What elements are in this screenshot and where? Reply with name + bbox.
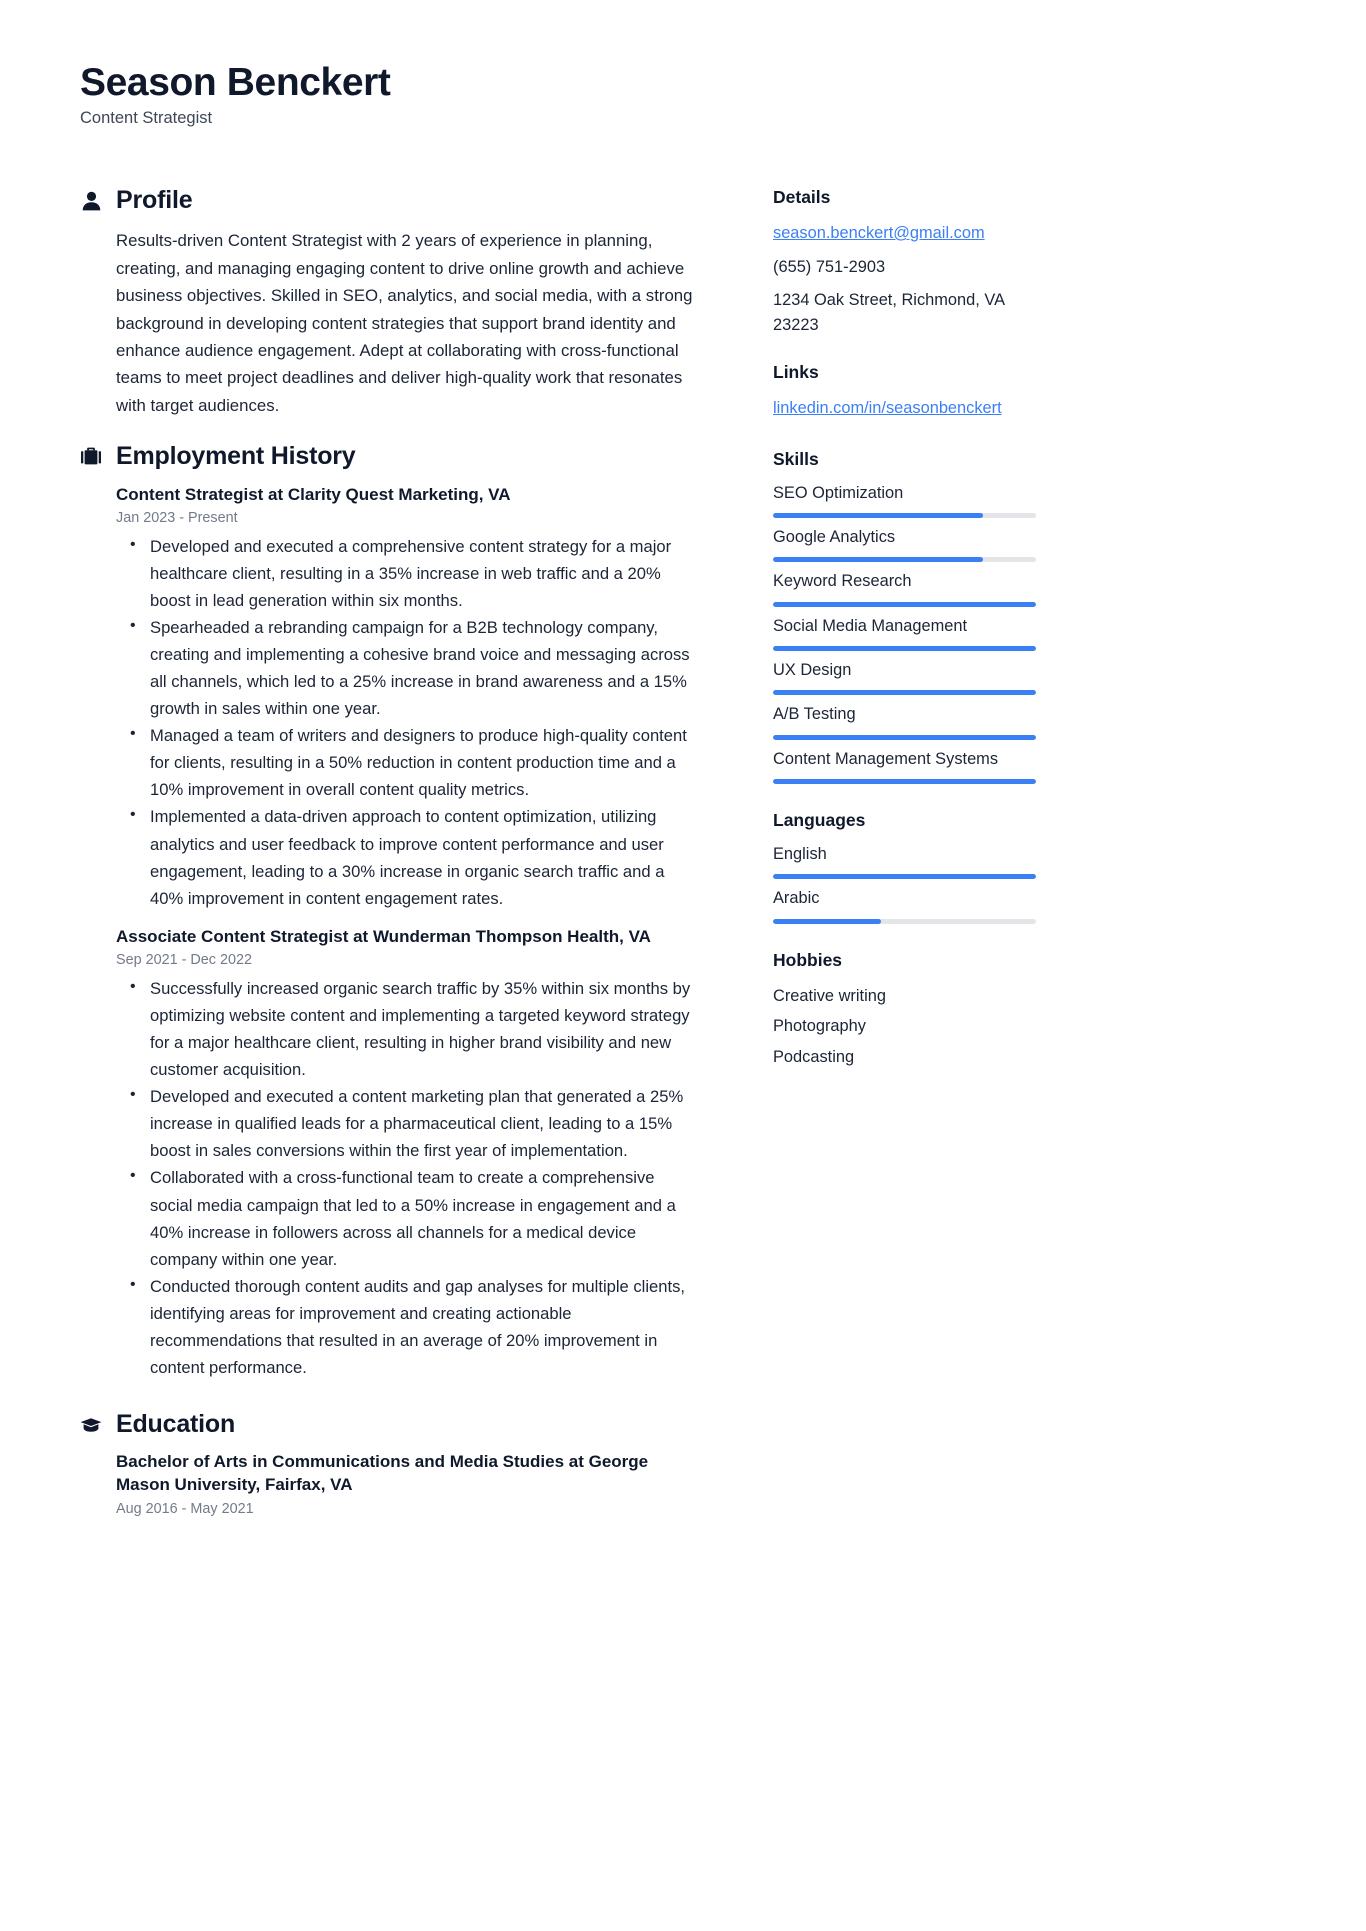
skill-bar-fill <box>773 735 1036 740</box>
list-item: • Implemented a data-driven approach to content optimization, utilizing analytics and user feedback to improve content performance and user engagement, leading to a 30% increase in organic search traffic and a 40% improvement in content engagement rates. <box>150 803 698 911</box>
page-title: Season Benckert <box>80 61 391 104</box>
hobby-item: Photography <box>773 1017 866 1036</box>
skill-bar-fill <box>773 513 983 518</box>
section-employment <box>80 443 698 1381</box>
skill-item <box>773 527 1036 562</box>
graduation-cap-icon <box>80 1414 102 1436</box>
language-item <box>773 888 1036 923</box>
language-bar-fill <box>773 874 1036 879</box>
section-education <box>80 1411 698 1520</box>
employment-entry <box>116 484 698 912</box>
sidebar-links <box>773 362 1036 421</box>
education-body <box>80 1451 698 1519</box>
employment-entry-date: Sep 2021 - Dec 2022 <box>116 952 253 969</box>
skill-label: SEO Optimization <box>773 483 904 502</box>
linkedin-link[interactable]: linkedin.com/in/seasonbenckert <box>773 398 1002 417</box>
details-email-row <box>773 221 1036 246</box>
skill-bar-fill <box>773 779 1036 784</box>
profile-heading-row <box>80 187 698 215</box>
links-heading: Links <box>773 361 819 382</box>
skill-label: Google Analytics <box>773 527 896 546</box>
education-entry-date: Aug 2016 - May 2021 <box>116 1500 254 1517</box>
skill-bar-track <box>773 690 1036 695</box>
language-label: English <box>773 844 827 863</box>
skill-label: Social Media Management <box>773 616 968 635</box>
languages-heading: Languages <box>773 809 866 830</box>
email-link[interactable]: season.benckert@gmail.com <box>773 223 985 242</box>
details-heading: Details <box>773 186 831 207</box>
skills-heading: Skills <box>773 448 819 469</box>
sidebar-details <box>773 187 1036 338</box>
skill-bar-track <box>773 779 1036 784</box>
profile-text: Results-driven Content Strategist with 2 years of experience in planning, creating, and managing engaging content to drive online growth and achieve business objectives. Skilled in SEO, analytics, and social media, with a strong background in developing content strategies that support brand identity and enhance audience engagement. Adept at collaborating with cross-functional teams to meet project deadlines and deliver high-quality work that resonates with target audiences. <box>116 231 693 415</box>
header-subtitle: Content Strategist <box>80 109 213 128</box>
skill-label: UX Design <box>773 660 852 679</box>
skill-bar-track <box>773 735 1036 740</box>
skill-item <box>773 616 1036 651</box>
skill-item <box>773 483 1036 518</box>
resume-columns <box>80 187 1286 1526</box>
profile-heading: Profile <box>116 185 193 214</box>
hobbies-heading: Hobbies <box>773 949 843 970</box>
section-profile <box>80 187 698 419</box>
list-item: • Spearheaded a rebranding campaign for a B2B technology company, creating and implementing a cohesive brand voice and messaging across all channels, which led to a 25% increase in brand awareness and a 15% growth in sales within one year. <box>150 614 698 722</box>
employment-entry-bullets <box>116 975 698 1381</box>
sidebar-hobbies <box>773 950 1036 1071</box>
briefcase-icon <box>80 446 102 468</box>
hobby-item: Creative writing <box>773 986 886 1005</box>
skill-bar-fill <box>773 602 1036 607</box>
skill-item <box>773 660 1036 695</box>
employment-entry-date: Jan 2023 - Present <box>116 510 238 527</box>
person-icon <box>80 190 102 212</box>
skill-label: Content Management Systems <box>773 749 999 768</box>
education-heading-row <box>80 1411 698 1439</box>
list-item: • Developed and executed a content marketing plan that generated a 25% increase in qualified leads for a pharmaceutical client, leading to a 15% boost in sales conversions within the first year of implementation. <box>150 1083 698 1164</box>
sidebar-languages <box>773 810 1036 924</box>
resume-header <box>80 62 1286 129</box>
skill-bar-track <box>773 513 1036 518</box>
language-item <box>773 844 1036 879</box>
employment-entry <box>116 926 698 1381</box>
skill-bar-fill <box>773 690 1036 695</box>
list-item: • Collaborated with a cross-functional team to create a comprehensive social media campaign that led to a 50% increase in engagement and a 40% increase in followers across all channels for a medical device company within one year. <box>150 1164 698 1272</box>
list-item: • Conducted thorough content audits and gap analyses for multiple clients, identifying areas for improvement and creating actionable recommendations that resulted in an average of 20% improvement in content performance. <box>150 1273 698 1381</box>
skill-bar-track <box>773 602 1036 607</box>
profile-body <box>80 227 698 419</box>
employment-entry-title: Associate Content Strategist at Wunderman Thompson Health, VA <box>116 926 651 946</box>
hobby-item: Podcasting <box>773 1048 855 1067</box>
sidebar-skills <box>773 449 1036 784</box>
list-item: • Managed a team of writers and designers to produce high-quality content for clients, resulting in a 50% reduction in content production time and a 10% improvement in overall content quality metrics. <box>150 722 698 803</box>
main-column <box>80 187 698 1526</box>
sidebar <box>773 187 1036 1096</box>
employment-entry-title: Content Strategist at Clarity Quest Marketing, VA <box>116 484 511 504</box>
language-label: Arabic <box>773 889 820 908</box>
skill-bar-fill <box>773 646 1036 651</box>
employment-body <box>80 484 698 1381</box>
education-entry <box>116 1451 698 1519</box>
skill-item <box>773 704 1036 739</box>
skill-item <box>773 571 1036 606</box>
skill-bar-fill <box>773 557 983 562</box>
skill-label: Keyword Research <box>773 572 912 591</box>
list-item: • Successfully increased organic search traffic by 35% within six months by optimizing website content and implementing a targeted keyword strategy for a major healthcare client, resulting in higher brand visibility and new customer acquisition. <box>150 975 698 1083</box>
language-bar-track <box>773 874 1036 879</box>
education-entry-title: Bachelor of Arts in Communications and Media Studies at George Mason University, Fairfax, VA <box>116 1452 649 1494</box>
skill-label: A/B Testing <box>773 705 856 724</box>
language-bar-fill <box>773 919 881 924</box>
skill-bar-track <box>773 646 1036 651</box>
employment-heading: Employment History <box>116 442 356 471</box>
details-phone: (655) 751-2903 <box>773 257 886 276</box>
skill-bar-track <box>773 557 1036 562</box>
links-item-row <box>773 396 1036 421</box>
details-address: 1234 Oak Street, Richmond, VA 23223 <box>773 290 1005 334</box>
language-bar-track <box>773 919 1036 924</box>
skill-item <box>773 749 1036 784</box>
employment-entry-bullets <box>116 533 698 912</box>
list-item: • Developed and executed a comprehensive content strategy for a major healthcare client, resulting in a 35% increase in web traffic and a 20% boost in lead generation within six months. <box>150 533 698 614</box>
education-heading: Education <box>116 1409 236 1438</box>
employment-heading-row <box>80 443 698 471</box>
